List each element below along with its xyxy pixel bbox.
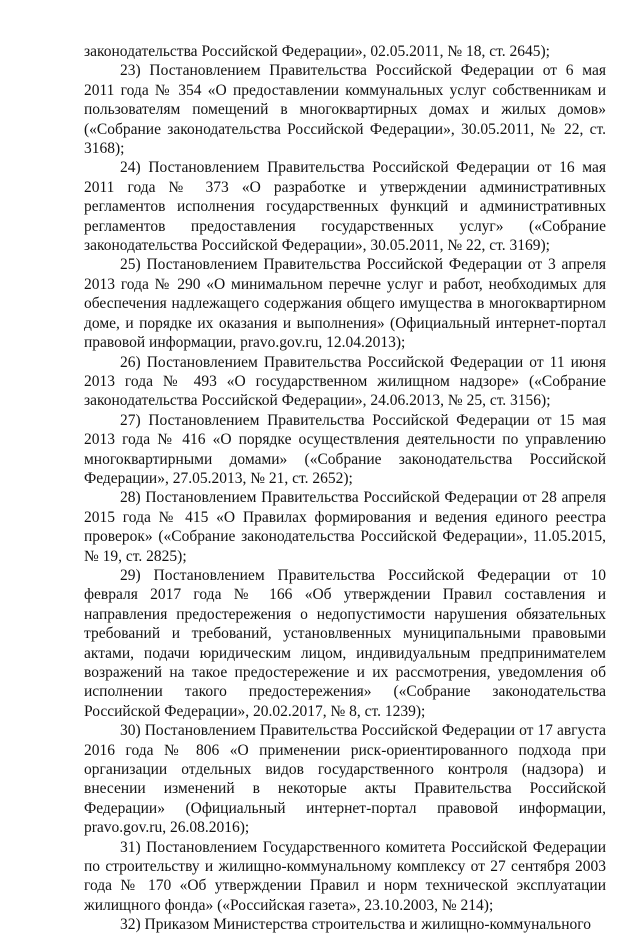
document-body xyxy=(84,42,606,935)
paragraph-item-32: 32) Приказом Министерства строительства и жилищно-коммунального xyxy=(120,916,592,934)
paragraph-item-25: 25) Постановлением Правительства Российской Федерации от 3 апреля 2013 года № 290 «О минимальном перечне услуг и работ, необходимых для обеспечения надлежащего содержания общего имущества в многоквартирном доме, и порядке их оказания и выполнения» (Официальный интернет-портал правовой информации, pravo.gov.ru, 12.04.2013); xyxy=(84,256,606,352)
paragraph-item-26: 26) Постановлением Правительства Российской Федерации от 11 июня 2013 года № 493 «О государственном жилищном надзоре» («Собрание законодательства Российской Федерации», 24.06.2013, № 25, ст. 3156); xyxy=(84,353,606,410)
paragraph-continuation: законодательства Российской Федерации», 02.05.2011, № 18, ст. 2645); xyxy=(84,43,550,60)
paragraph-item-23: 23) Постановлением Правительства Российской Федерации от 6 мая 2011 года № 354 «О предоставлении коммунальных услуг собственникам и пользователям помещений в многоквартирных домах и жилых домов» («Собрание законодательства Российской Федерации», 30.05.2011, № 22, ст. 3168); xyxy=(84,62,606,158)
paragraph-item-30: 30) Постановлением Правительства Российской Федерации от 17 августа 2016 года № 806 «О применении риск-ориентированного подхода при организации отдельных видов государственного контроля (надзора) и внесении изменений в некоторые акты Правительства Российской Федерации» (Официальный интернет-портал правовой информации, pravo.gov.ru, 26.08.2016); xyxy=(84,722,606,837)
paragraph-item-24: 24) Постановлением Правительства Российской Федерации от 16 мая 2011 года № 373 «О разработке и утверждении административных регламентов исполнения государственных функций и административных регламентов предоставления государственных услуг» («Собрание законодательства Российской Федерации», 30.05.2011, № 22, ст. 3169); xyxy=(84,159,606,255)
paragraph-item-28: 28) Постановлением Правительства Российской Федерации от 28 апреля 2015 года № 415 «О Правилах формирования и ведения единого реестра проверок» («Собрание законодательства Российской Федерации», 11.05.2015, № 19, ст. 2825); xyxy=(84,489,606,565)
paragraph-item-27: 27) Постановлением Правительства Российской Федерации от 15 мая 2013 года № 416 «О порядке осуществления деятельности по управлению многоквартирными домами» («Собрание законодательства Российской Федерации», 27.05.2013, № 21, ст. 2652); xyxy=(84,411,606,487)
paragraph-item-31: 31) Постановлением Государственного комитета Российской Федерации по строительству и жилищно-коммунальному комплексу от 27 сентября 2003 года № 170 «Об утверждении Правил и норм технической эксплуатации жилищного фонда» («Российская газета», 23.10.2003, № 214); xyxy=(84,838,606,914)
paragraph-item-29: 29) Постановлением Правительства Российской Федерации от 10 февраля 2017 года № 166 «Об утверждении Правил составления и направления предостережения о недопустимости нарушения обязательных требований и требований, установлвенных муниципальными правовыми актами, подачи юридическим лицом, индивидуальным предпринимателем возражений на такое предостережение и их рассмотрения, уведомления об исполнении такого предостережения» («Собрание законодательства Российской Федерации», 20.02.2017, № 8, ст. 1239); xyxy=(84,566,606,720)
